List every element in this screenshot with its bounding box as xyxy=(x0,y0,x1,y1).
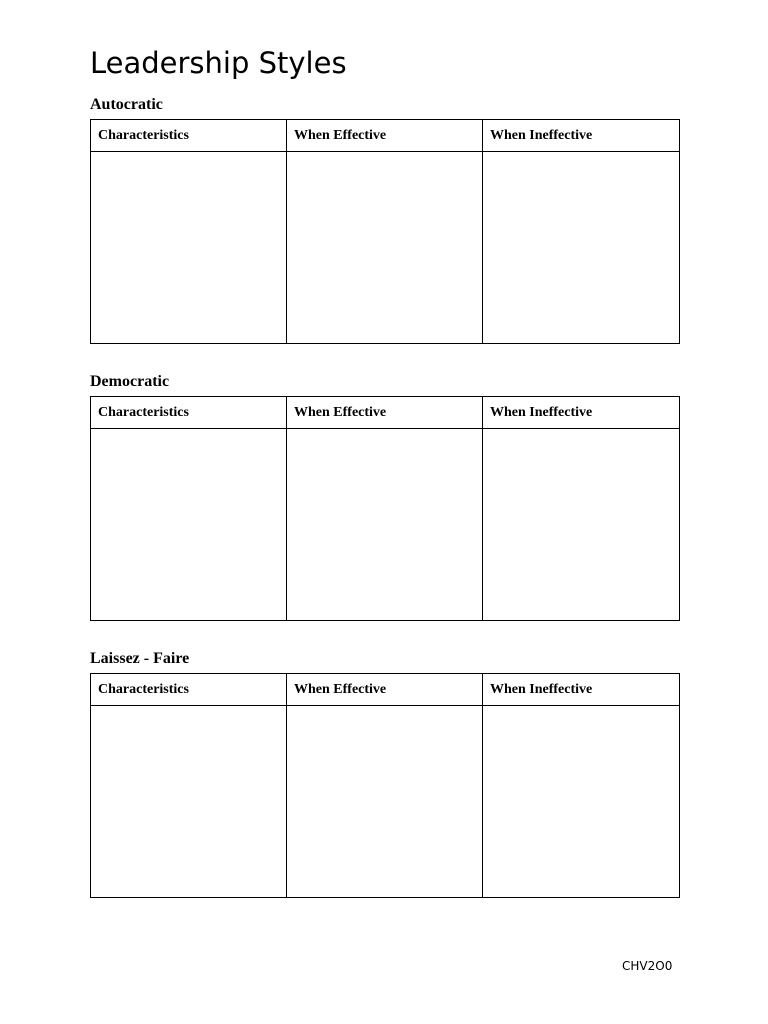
when-ineffective-cell[interactable] xyxy=(483,706,680,898)
course-code: CHV2O0 xyxy=(622,959,673,973)
section-heading-laissez-faire: Laissez - Faire xyxy=(90,650,190,667)
column-header-when-ineffective: When Ineffective xyxy=(483,120,680,152)
when-effective-cell[interactable] xyxy=(287,152,483,344)
when-effective-cell[interactable] xyxy=(287,706,483,898)
column-header-characteristics: Characteristics xyxy=(91,120,287,152)
laissez-faire-table xyxy=(90,673,680,898)
table-row xyxy=(91,706,680,898)
table-row xyxy=(91,429,680,621)
column-header-characteristics: Characteristics xyxy=(91,397,287,429)
table-header-row xyxy=(91,397,680,429)
characteristics-cell[interactable] xyxy=(91,706,287,898)
when-ineffective-cell[interactable] xyxy=(483,429,680,621)
section-heading-autocratic: Autocratic xyxy=(90,96,163,113)
column-header-when-ineffective: When Ineffective xyxy=(483,674,680,706)
when-effective-cell[interactable] xyxy=(287,429,483,621)
characteristics-cell[interactable] xyxy=(91,429,287,621)
when-ineffective-cell[interactable] xyxy=(483,152,680,344)
section-heading-democratic: Democratic xyxy=(90,373,170,390)
column-header-when-effective: When Effective xyxy=(287,397,483,429)
column-header-when-effective: When Effective xyxy=(287,674,483,706)
page-title: Leadership Styles xyxy=(90,46,347,80)
democratic-table xyxy=(90,396,680,621)
column-header-when-ineffective: When Ineffective xyxy=(483,397,680,429)
column-header-characteristics: Characteristics xyxy=(91,674,287,706)
table-header-row xyxy=(91,120,680,152)
autocratic-table xyxy=(90,119,680,344)
table-row xyxy=(91,152,680,344)
column-header-when-effective: When Effective xyxy=(287,120,483,152)
table-header-row xyxy=(91,674,680,706)
characteristics-cell[interactable] xyxy=(91,152,287,344)
